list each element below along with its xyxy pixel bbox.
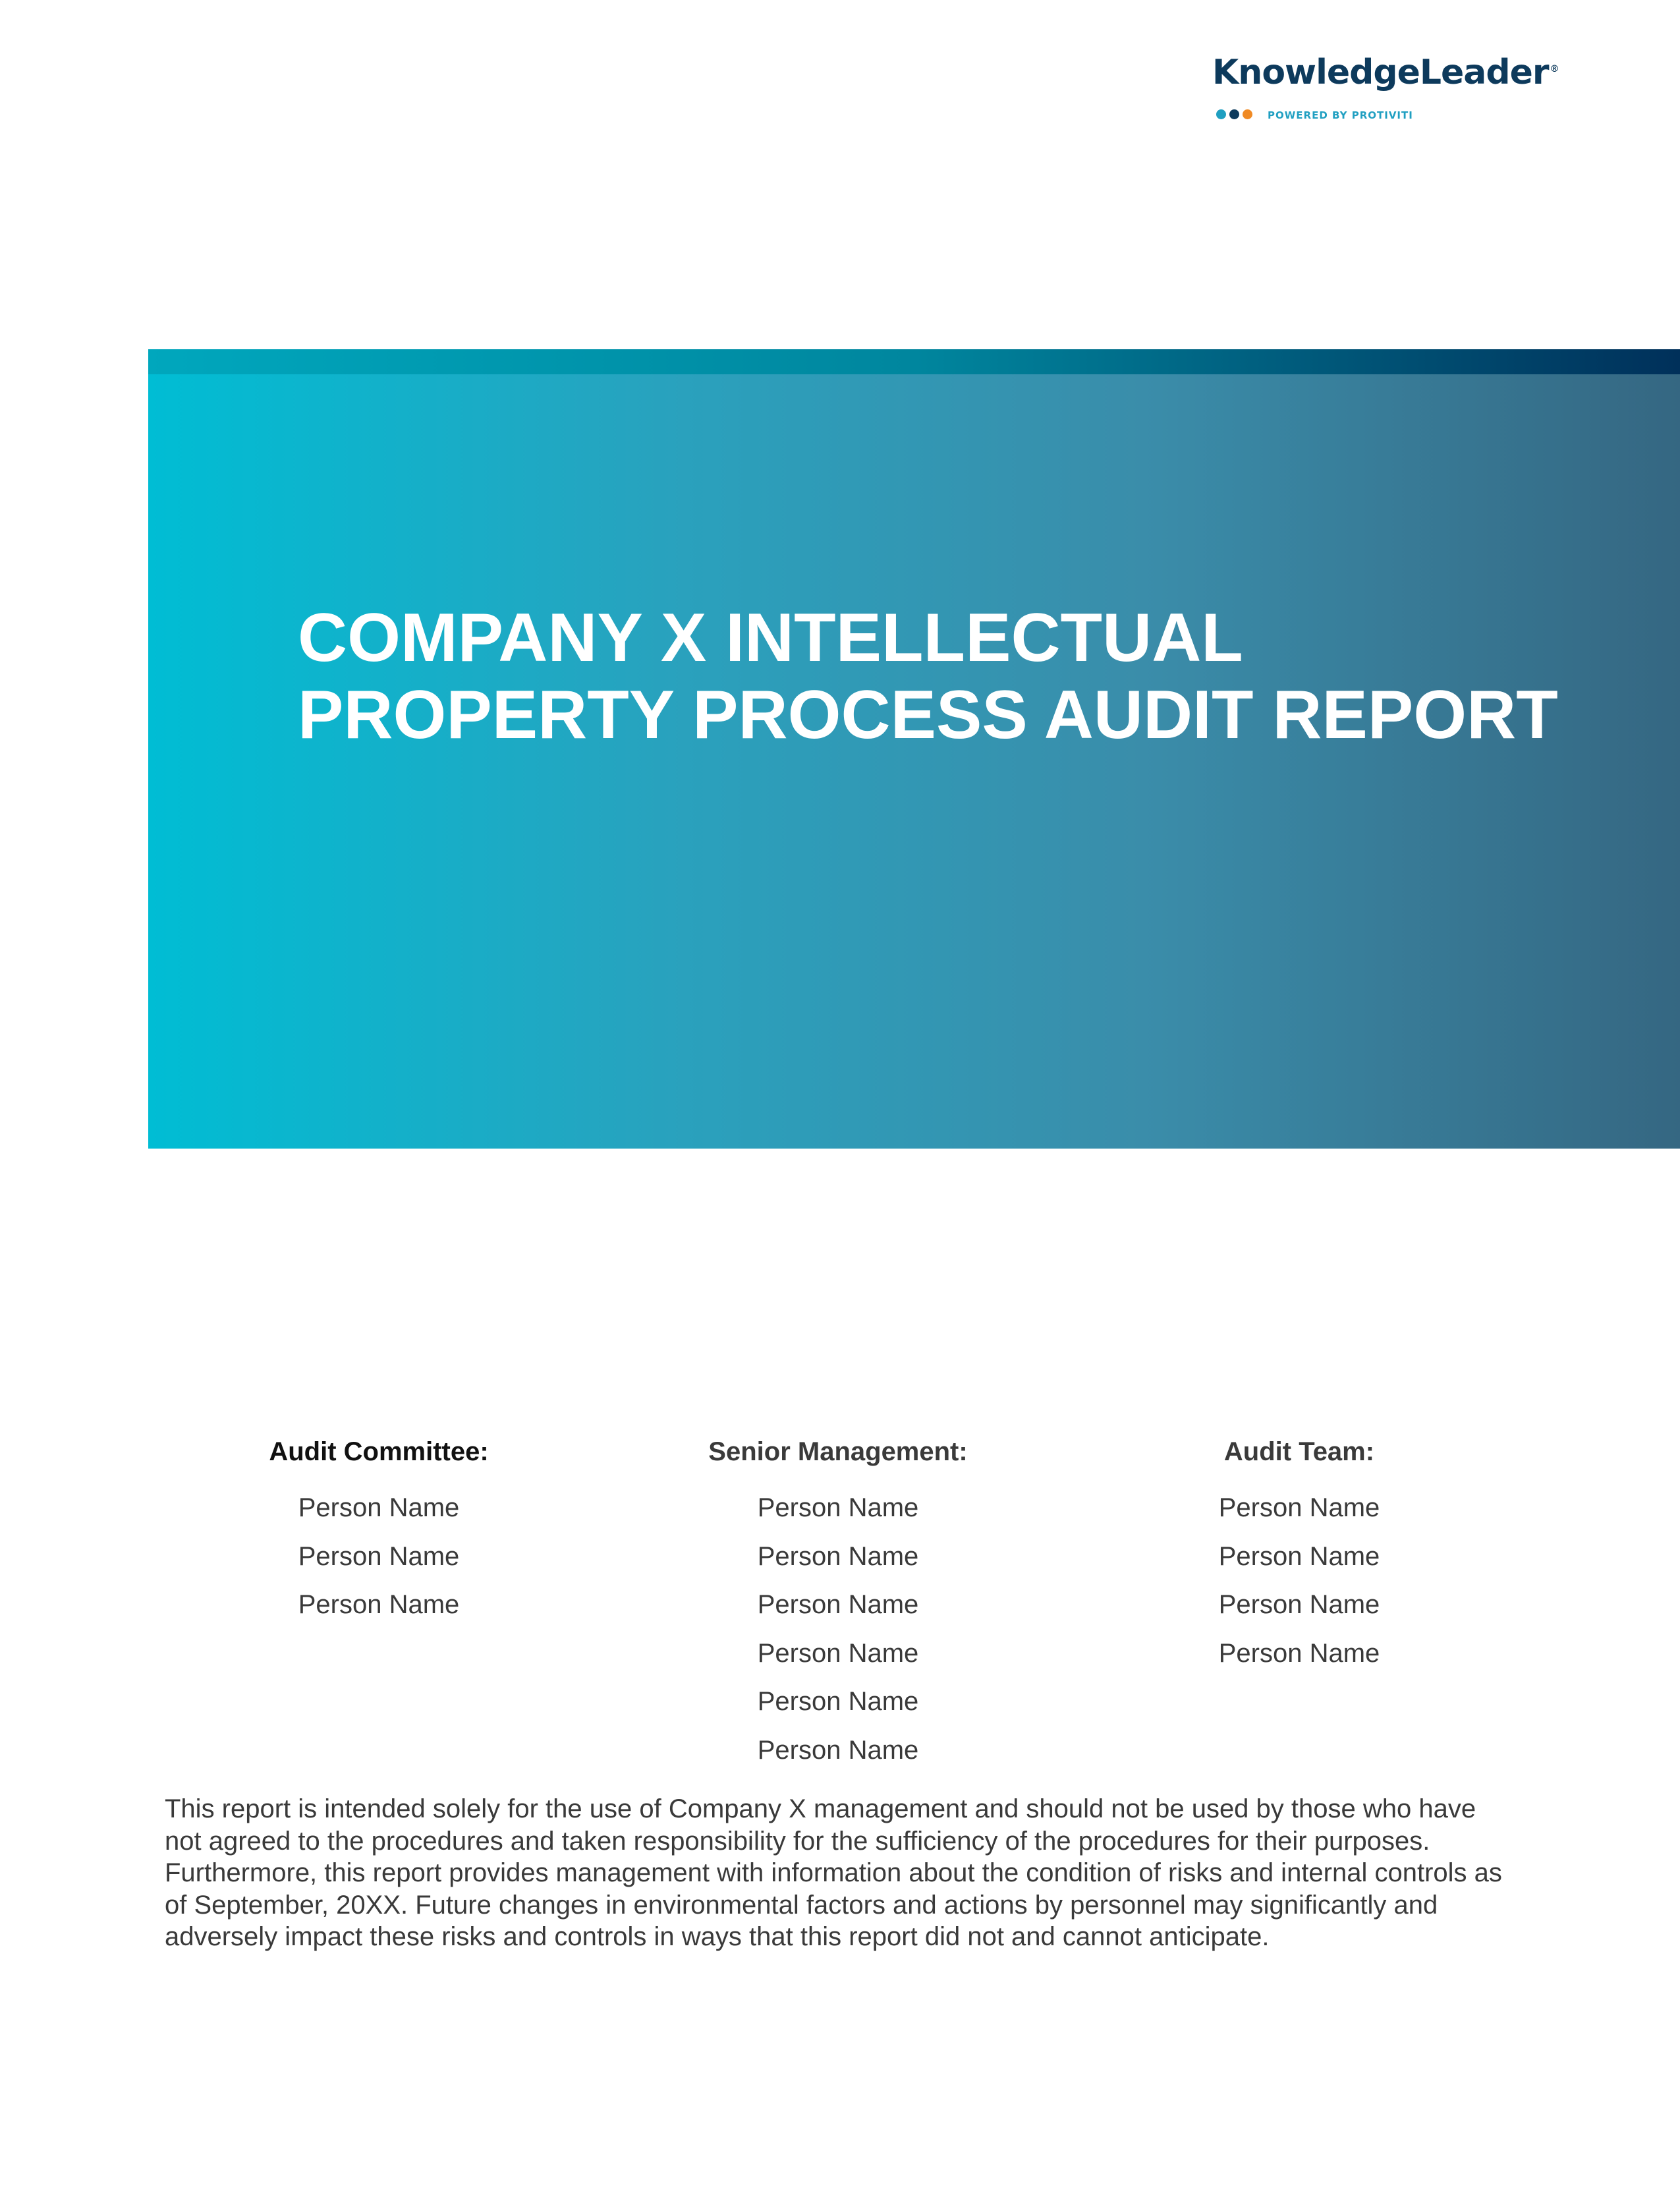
audit-team-list bbox=[1128, 1484, 1470, 1678]
report-title-line-2: PROPERTY PROCESS AUDIT REPORT bbox=[298, 677, 1558, 753]
registered-mark: ® bbox=[1550, 63, 1559, 74]
logo-dot-2 bbox=[1229, 109, 1239, 119]
senior-management-list bbox=[667, 1484, 1009, 1775]
report-title bbox=[298, 600, 1615, 754]
knowledgeleader-logo bbox=[1212, 53, 1559, 125]
person-name: Person Name bbox=[298, 1590, 460, 1619]
person-name: Person Name bbox=[1218, 1541, 1380, 1571]
logo-tagline: POWERED BY PROTIVITI bbox=[1268, 109, 1413, 121]
person-name: Person Name bbox=[1218, 1493, 1380, 1522]
audit-committee-column bbox=[208, 1435, 550, 1630]
audit-team-heading: Audit Team: bbox=[1223, 1437, 1375, 1466]
person-name: Person Name bbox=[757, 1735, 919, 1765]
title-banner bbox=[148, 349, 1680, 1149]
report-title-line-1: COMPANY X INTELLECTUAL bbox=[298, 600, 1243, 676]
person-name: Person Name bbox=[757, 1493, 919, 1522]
audit-committee-list bbox=[208, 1484, 550, 1630]
person-name: Person Name bbox=[1218, 1638, 1380, 1668]
person-name: Person Name bbox=[757, 1638, 919, 1668]
senior-management-column bbox=[667, 1435, 1009, 1775]
person-name: Person Name bbox=[757, 1590, 919, 1619]
disclaimer-paragraph: This report is intended solely for the use of Company X management and should not be used by those who have not agreed to the procedures and taken responsibility for the sufficiency of the procedures for their purposes. Furthermore, this report provides management with information about the condition of risks and internal controls as of September, 20XX. Future changes in environmental factors and actions by personnel may significantly and adversely impact these risks and controls in ways that this report did not and cannot anticipate. bbox=[165, 1794, 1502, 1952]
banner-top-stripe bbox=[148, 349, 1680, 374]
person-name: Person Name bbox=[1218, 1590, 1380, 1619]
person-name: Person Name bbox=[298, 1541, 460, 1571]
person-name: Person Name bbox=[757, 1541, 919, 1571]
person-name: Person Name bbox=[298, 1493, 460, 1522]
audit-team-column bbox=[1128, 1435, 1470, 1678]
person-name: Person Name bbox=[757, 1687, 919, 1716]
logo-wordmark: KnowledgeLeader ® bbox=[1212, 53, 1559, 92]
logo-dot-1 bbox=[1216, 109, 1226, 119]
logo-dots-icon bbox=[1216, 109, 1256, 121]
audit-committee-heading: Audit Committee: bbox=[269, 1437, 489, 1466]
logo-dot-3 bbox=[1243, 109, 1252, 119]
senior-management-heading: Senior Management: bbox=[708, 1437, 968, 1466]
